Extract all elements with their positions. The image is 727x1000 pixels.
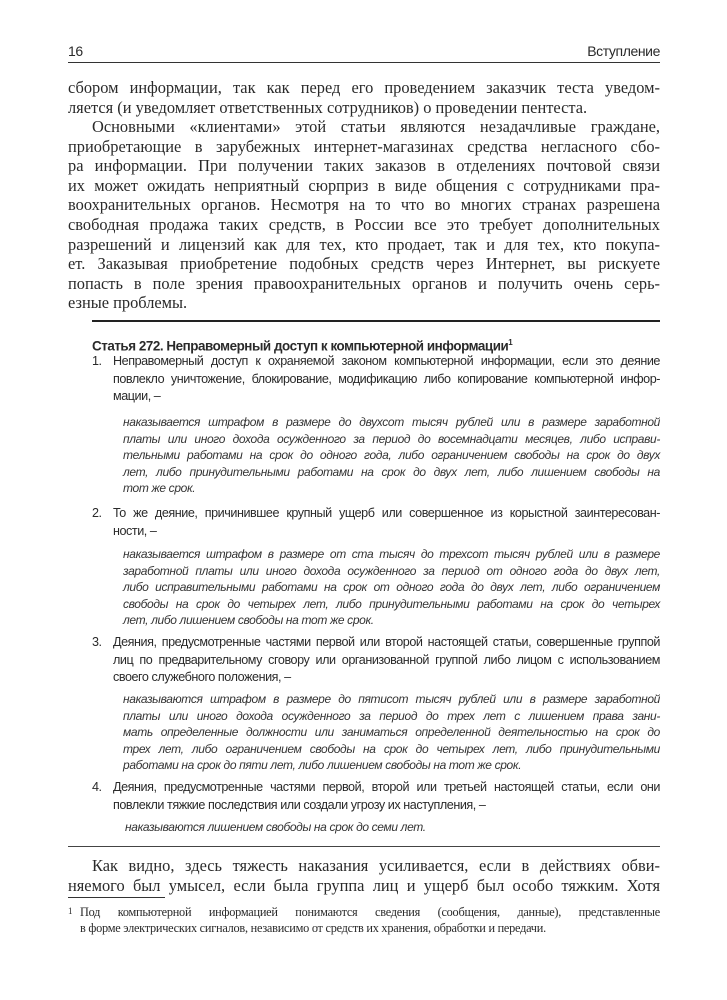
text-line: наказываются штрафом в размере до пятисот тысяч рублей или в размере заработной — [123, 692, 660, 706]
item-1-penalty — [123, 414, 660, 497]
text-line: заработной платы или иного дохода осужденного за период от одного года до двух лет, — [123, 563, 660, 578]
item-3-penalty — [123, 691, 660, 774]
item-text — [113, 505, 660, 540]
text-line: повлекли тяжкие последствия или создали угрозу их наступления, – — [113, 797, 486, 812]
item-text — [113, 353, 660, 406]
text-line: Как видно, здесь тяжесть наказания усиливается, если в действиях обви- — [92, 856, 660, 875]
text-line: Неправомерный доступ к охраняемой законом компьютерной информации, если это деяние — [113, 354, 660, 368]
text-line: воохранительных органов. Несмотря на то что во многих странах разрешена — [68, 195, 660, 215]
text-line: повлекло уничтожение, блокирование, модификацию либо копирование компьютерной инфор- — [113, 371, 660, 386]
text-line: тельными работами на срок до одного года, либо ограничением свободы на срок до двух — [123, 448, 660, 462]
article-item-2 — [92, 505, 660, 540]
footnote-text — [80, 905, 660, 936]
article-item-3 — [92, 634, 660, 687]
paragraph-1 — [68, 78, 660, 117]
text-line: лет, либо лишением свободы на тот же срок. — [123, 613, 374, 627]
text-line: мации, – — [113, 389, 161, 403]
item-number: 1. — [92, 354, 102, 368]
footnote-divider — [68, 897, 165, 898]
text-line: езные проблемы. — [68, 293, 188, 313]
article-box-bottom-rule — [68, 846, 660, 847]
item-number: 2. — [92, 506, 102, 520]
text-line: сбором информации, так как перед его проведением заказчик теста уведом- — [68, 78, 660, 97]
footnote-reference: 1 — [508, 338, 513, 347]
text-line: наказываются лишением свободы на срок до семи лет. — [125, 820, 426, 834]
text-line: платы или иного дохода осужденного за период до восемнадцати месяцев, либо исправи- — [123, 431, 660, 446]
text-line: тот же срок. — [123, 481, 196, 495]
item-number: 3. — [92, 635, 102, 649]
text-line: платы или иного дохода осужденного за период до трех лет с лишением права зани- — [123, 708, 660, 723]
text-line: Деяния, предусмотренные частями первой или второй настоящей статьи, совершенные группой — [113, 635, 660, 649]
article-heading-text: Статья 272. Неправомерный доступ к компьютерной информации — [92, 338, 509, 354]
text-line: свободная продажа таких средств, в России все это требует дополнительных — [68, 214, 660, 234]
text-line: либо исправительными работами на срок от одного года до двух лет, либо ограничением — [123, 580, 660, 594]
text-line: То же деяние, причинившее крупный ущерб или совершенное из корыстной заинтересован- — [113, 506, 660, 520]
footnote-mark: 1 — [68, 906, 73, 916]
text-line: Под компьютерной информацией понимаются сведения (сообщения, данные), представленные — [80, 905, 660, 919]
header-divider — [68, 62, 660, 63]
text-line: ра информации. При получении таких заказов в отделениях почтовой связи — [68, 156, 660, 176]
text-line: лет, либо принудительными работами на срок до двух лет, либо лишением свободы на — [123, 464, 660, 479]
item-4-penalty — [125, 819, 662, 836]
item-2-penalty — [123, 546, 660, 629]
text-line: ности, – — [113, 523, 157, 538]
text-line: Основными «клиентами» этой статьи являются незадачливые граждане, — [92, 117, 660, 136]
item-text — [113, 779, 660, 814]
text-line: разрешений и лицензий как для тех, кто продает, так и для тех, кто покупа- — [68, 234, 660, 254]
item-text — [113, 634, 660, 687]
text-line: мать определенные должности или заниматься определенной деятельностью на срок до — [123, 725, 660, 739]
text-line: свободы на срок до четырех лет, либо принудительными работами на срок до четырех — [123, 596, 660, 611]
text-line: в форме электрических сигналов, независимо от средств их хранения, обработки и передачи. — [80, 920, 546, 935]
article-item-1 — [92, 353, 660, 406]
text-line: своего служебного положения, – — [113, 670, 291, 684]
article-item-4 — [92, 779, 660, 814]
paragraph-3 — [68, 856, 660, 896]
running-header-title: Вступление — [587, 43, 660, 59]
text-line: наказывается штрафом в размере до двухсот тысяч рублей или в размере заработной — [123, 415, 660, 429]
article-box-top-rule — [92, 320, 660, 322]
text-line: работами на срок до пяти лет, либо лишением свободы на тот же срок. — [123, 758, 522, 772]
text-line: лиц по предварительному сговору или организованной группой либо лицом с использованием — [113, 652, 660, 667]
text-line: ляется (и уведомляет ответственных сотрудников) о проведении пентеста. — [68, 97, 588, 117]
text-line: Деяния, предусмотренные частями первой, второй или третьей настоящей статьи, если они — [113, 780, 660, 794]
page-number: 16 — [68, 43, 83, 59]
text-line: приобретающие в зарубежных интернет-магазинах средства негласного сбо- — [68, 136, 660, 156]
text-line: трех лет, либо ограничением свободы на срок до четырех лет, либо принудительными — [123, 741, 660, 756]
paragraph-2 — [68, 117, 660, 313]
text-line: их может ожидать неприятный сюрприз в виде общения с сотрудниками пра- — [68, 175, 660, 195]
text-line: ет. Заказывая приобретение подобных средств через Интернет, вы рискуете — [68, 254, 660, 274]
text-line: наказывается штрафом в размере от ста тысяч до трехсот тысяч рублей или в размере — [123, 547, 660, 561]
text-line: няемого был умысел, если была группа лиц и ущерб был особо тяжким. Хотя — [68, 876, 660, 895]
text-line: попасть в поле зрения правоохранительных органов и получить очень серь- — [68, 273, 660, 293]
item-number: 4. — [92, 780, 102, 794]
